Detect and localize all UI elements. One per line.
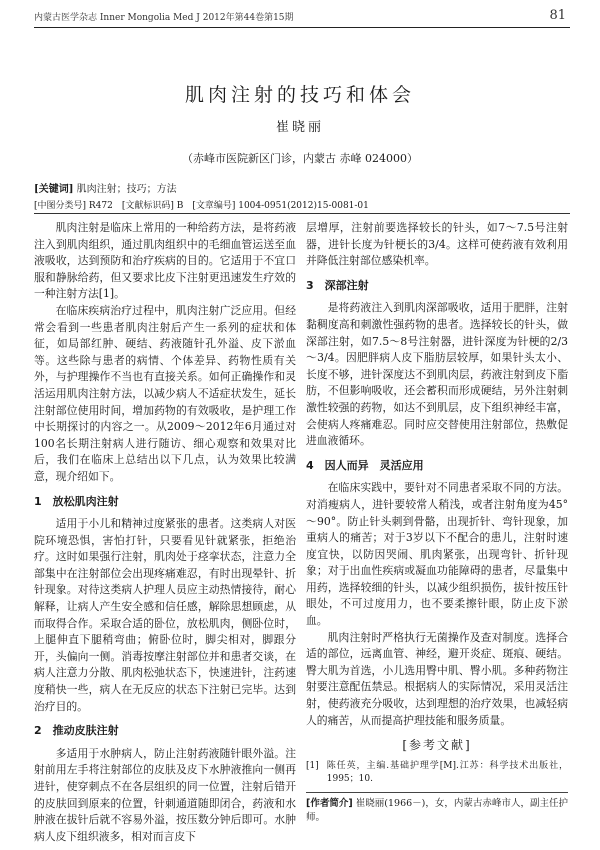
article-title: 肌肉注射的技巧和体会	[184, 84, 415, 106]
reference-text: 陈任英，主编.基础护理学[M].江苏：科学技术出版社，1995；10.	[326, 760, 568, 784]
page-number: 81	[549, 8, 566, 23]
author-bio-label: [作者简介]	[306, 797, 353, 809]
header-rule	[34, 27, 570, 28]
section-3-paragraph: 是将药液注入到肌肉深部吸收，适用于肥胖，注射黏稠度高和刺激性强药物的患者。选择较长的针头，做深部注射，如7.5～8号注射器，进针深度为针梗的2/3～3/4。因肥胖病人皮下脂肪层较厚，如果针头太小、长度不够，进针深度达不到肌肉层，药液注射到皮下脂肪，不但影响吸收，还会蓄积而形成硬结，另外注射刺激性较强的药物，如达不到肌层，皮下组织神经丰富，会使病人疼痛难忍。同时应交替使用注射部位，热敷促进血液循环。	[306, 301, 568, 448]
section-4-heading: 4 因人而异 灵活应用	[306, 458, 424, 472]
author-affiliation: （赤峰市医院新区门诊，内蒙古 赤峰 024000）	[182, 152, 418, 165]
keywords-label: [关键词]	[34, 184, 74, 195]
article-author: 崔晓丽	[275, 120, 324, 135]
section-1-paragraph: 适用于小儿和精神过度紧张的患者。这类病人对医院环境恐惧，害怕打针，只要看见针就紧张，拒绝治疗。这时如果强行注射，肌肉处于痉挛状态，注意力全部集中在注射部位会出现疼痛难忍，有时出现晕针、折针现象。对待这类病人护理人员应主动热情接待，耐心解释，让病人产生安全感和信任感，解除思想顾虑，从而取得合作。采取合适的卧位，放松肌肉，侧卧位时，上腿伸直下腿稍弯曲；俯卧位时，脚尖相对，脚跟分开，头偏向一侧。消毒按摩注射部位并和患者交谈，在病人注意力分散、肌肉松弛状态下，快速进针，注药速度稍快一些，病人在无反应的状态下注射已完毕。达到治疗目的。	[34, 517, 296, 713]
section-divider	[34, 213, 570, 214]
keywords-text: 肌肉注射；技巧；方法	[76, 184, 177, 195]
author-bio-text: 崔晓丽(1966－)，女，内蒙古赤峰市人，副主任护师。	[306, 797, 568, 823]
intro-paragraph-1: 肌肉注射是临床上常用的一种给药方法，是将药液注入到肌肉组织，通过肌肉组织中的毛细血管运送至血液吸收，达到预防和治疗疾病的目的。它适用于不宜口服和静脉给药，但又要求比皮下注射更迅速发生疗效的一种注射方法[1]。	[34, 221, 296, 301]
section-1-heading: 1 放松肌肉注射	[34, 494, 119, 508]
section-2-continued: 层增厚，注射前要选择较长的针头，如7～7.5号注射器，进针长度为针梗长的3/4。这样可使药液有效利用并降低注射部位感染机率。	[306, 221, 568, 268]
left-column	[34, 220, 296, 845]
reference-number: [1]	[306, 760, 319, 771]
section-2-paragraph: 多适用于水肿病人，防止注射药液随针眼外溢。注射前用左手将注射部位的皮肤及皮下水肿液推向一侧再进针，使穿刺点不在各层组织的同一位置，注射后错开的皮肤回到原来的位置，针刺通道随即闭合，药液和水肿液在拔针后就不容易外溢，按压数分钟后即可。水肿病人皮下组织液多，相对而言皮下	[34, 746, 296, 843]
section-3-heading: 3 深部注射	[306, 278, 369, 292]
keywords-line	[34, 180, 177, 195]
section-2-heading: 2 推动皮肤注射	[34, 724, 119, 738]
journal-header-text: 内蒙古医学杂志 Inner Mongolia Med J 2012年第44卷第15期	[34, 13, 294, 23]
intro-paragraph-2: 在临床疾病治疗过程中，肌肉注射广泛应用。但经常会看到一些患者肌肉注射后产生一系列的症状和体征，如局部红肿、硬结、药液随针孔外溢、皮下淤血等。这些除与患者的病情、个体差异、药物性质有关外，与护理操作不当也有直接关系。如何正确操作和灵活运用肌肉注射方法，以减少病人不适症状发生，延长注射部位使用时间，增加药物的有效吸收，是护理工作中长期探讨的内容之一。从2009～2012年6月通过对100名长期注射病人进行随访、细心观察和效果对比后，我们在临床上总结出以下几点，认为效果比较满意，现介绍如下。	[34, 303, 296, 483]
journal-header	[34, 10, 566, 23]
right-column	[306, 220, 568, 825]
section-4-paragraph-1: 在临床实践中，要针对不同患者采取不同的方法。对消瘦病人，进针要较常人稍浅，或者注射角度为45°～90°。防止针头刺到骨骼，出现折针、弯针现象，加重病人的痛苦；对于3岁以下不配合的患儿，注射时速度宜快，以防因哭闹、肌肉紧张，出现弯针、折针现象；对于出血性疾病或凝血功能障碍的患者，尽量集中用药，选择较细的针头，以减少组织损伤，拔针按压针眼处，不可过度用力，也不要柔擦针眼，防止皮下淤血。	[306, 481, 568, 628]
reference-item	[306, 760, 568, 786]
classification-line: [中图分类号] R472 [文献标识码] B [文章编号] 1004-0951(2012)15-0081-01	[34, 201, 369, 211]
author-bio-box	[306, 792, 568, 825]
references-heading: [参考文献]	[402, 738, 472, 753]
section-4-paragraph-2: 肌肉注射时严格执行无菌操作及查对制度。选择合适的部位，远离血管、神经，避开炎症、斑痕、硬结。臀大肌为首选，小儿选用臀中肌、臀小肌。多种药物注射要注意配伍禁忌。根据病人的实际情况，采用灵活注射，使药液充分吸收，达到理想的治疗效果，也减轻病人的痛苦，从而提高护理技能和服务质量。	[306, 630, 568, 727]
